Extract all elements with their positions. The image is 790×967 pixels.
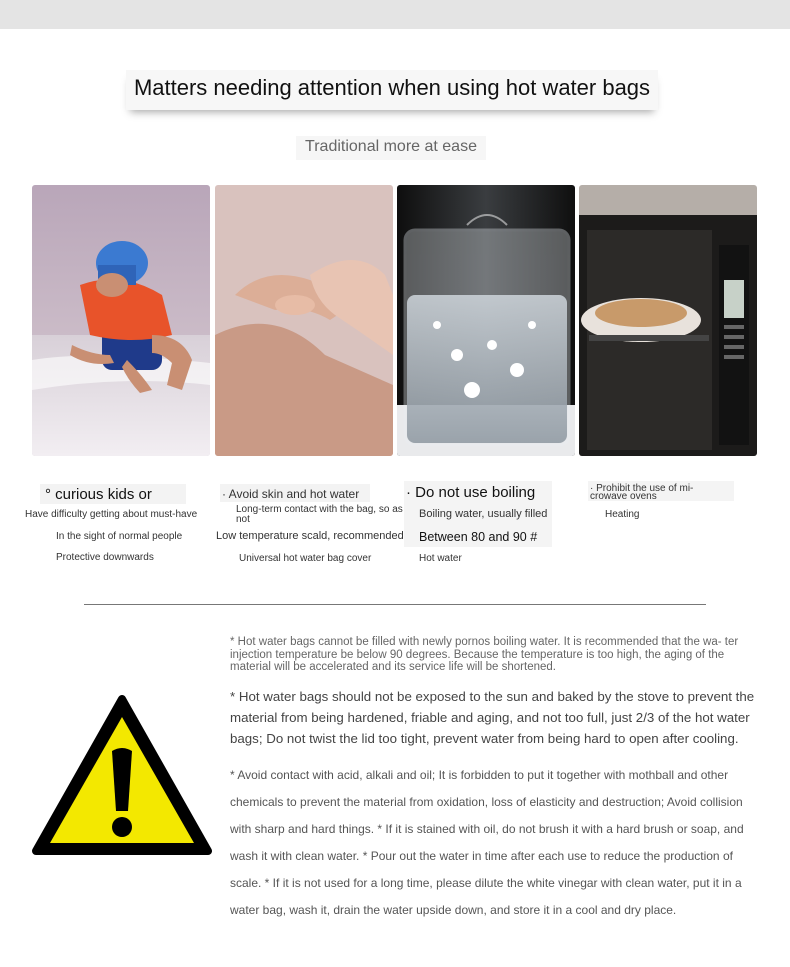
caption-3-line3: Hot water bbox=[419, 553, 462, 564]
note-storage-filling: * Hot water bags should not be exposed to the sun and baked by the stove to prevent the material from being hardened, friable and aging, and not too full, just 2/3 of the hot water bags; Do not twist the lid too tight, prevent water from being hard to open after cooling. bbox=[230, 689, 755, 746]
page-subtitle: Traditional more at ease bbox=[296, 136, 486, 160]
note-care-cleaning: * Avoid contact with acid, alkali and oil; It is forbidden to put it together with mothball and other chemicals to prevent the material from oxidation, loss of elasticity and destruction; Avoid collision with sharp and hard things. * If it is stained with oil, do not brush it with a hard brush or soap, and wash it with clean water. * Pour out the water in time after each use to reduce the production of scale. * If it is not used for a long time, please dilute the white vinegar with clean water, put it in a water bag, wash it, drain the water upside down, and store it in a cool and dry place. bbox=[230, 768, 744, 917]
baby-hand-photo bbox=[215, 185, 393, 456]
note-water-temperature: * Hot water bags cannot be filled with newly pornos boiling water. It is recommended that the wa- ter injection temperature be below 90 degrees. Because the temperature is too high, the aging of the material will be accelerated and its service life will be shortened. bbox=[230, 636, 739, 673]
caption-2-line1: Long-term contact with the bag, so as bbox=[236, 504, 403, 515]
caption-2-line3: Universal hot water bag cover bbox=[239, 553, 372, 564]
caption-2-line2: Low temperature scald, recommended bbox=[216, 530, 404, 542]
section-divider bbox=[84, 604, 706, 605]
caption-1-line2: In the sight of normal people bbox=[56, 531, 183, 542]
caption-1-line1: Have difficulty getting about must-have bbox=[25, 509, 198, 520]
caption-1-line3: Protective downwards bbox=[56, 552, 154, 563]
top-bar bbox=[0, 0, 790, 29]
caption-1-heading: ° curious kids or bbox=[45, 486, 152, 503]
caption-3-line2: Between 80 and 90 # bbox=[419, 530, 538, 544]
caption-3-heading: · Do not use boiling bbox=[406, 484, 536, 501]
caption-2-heading: · Avoid skin and hot water bbox=[222, 487, 360, 501]
caption-3-line1: Boiling water, usually filled bbox=[419, 508, 548, 520]
warning-triangle-icon bbox=[30, 693, 214, 862]
caption-4-heading: · Prohibit the use of mi- bbox=[590, 483, 694, 494]
boiling-water-beaker-photo bbox=[397, 185, 575, 456]
caption-2-line1b: not bbox=[236, 514, 250, 525]
caption-4-line1: Heating bbox=[605, 509, 640, 520]
microwave-oven-photo bbox=[579, 185, 757, 456]
child-on-beach-photo bbox=[32, 185, 210, 456]
page-title: Matters needing attention when using hot water bags bbox=[126, 70, 658, 110]
caption-4-heading2: crowave ovens bbox=[590, 491, 657, 502]
